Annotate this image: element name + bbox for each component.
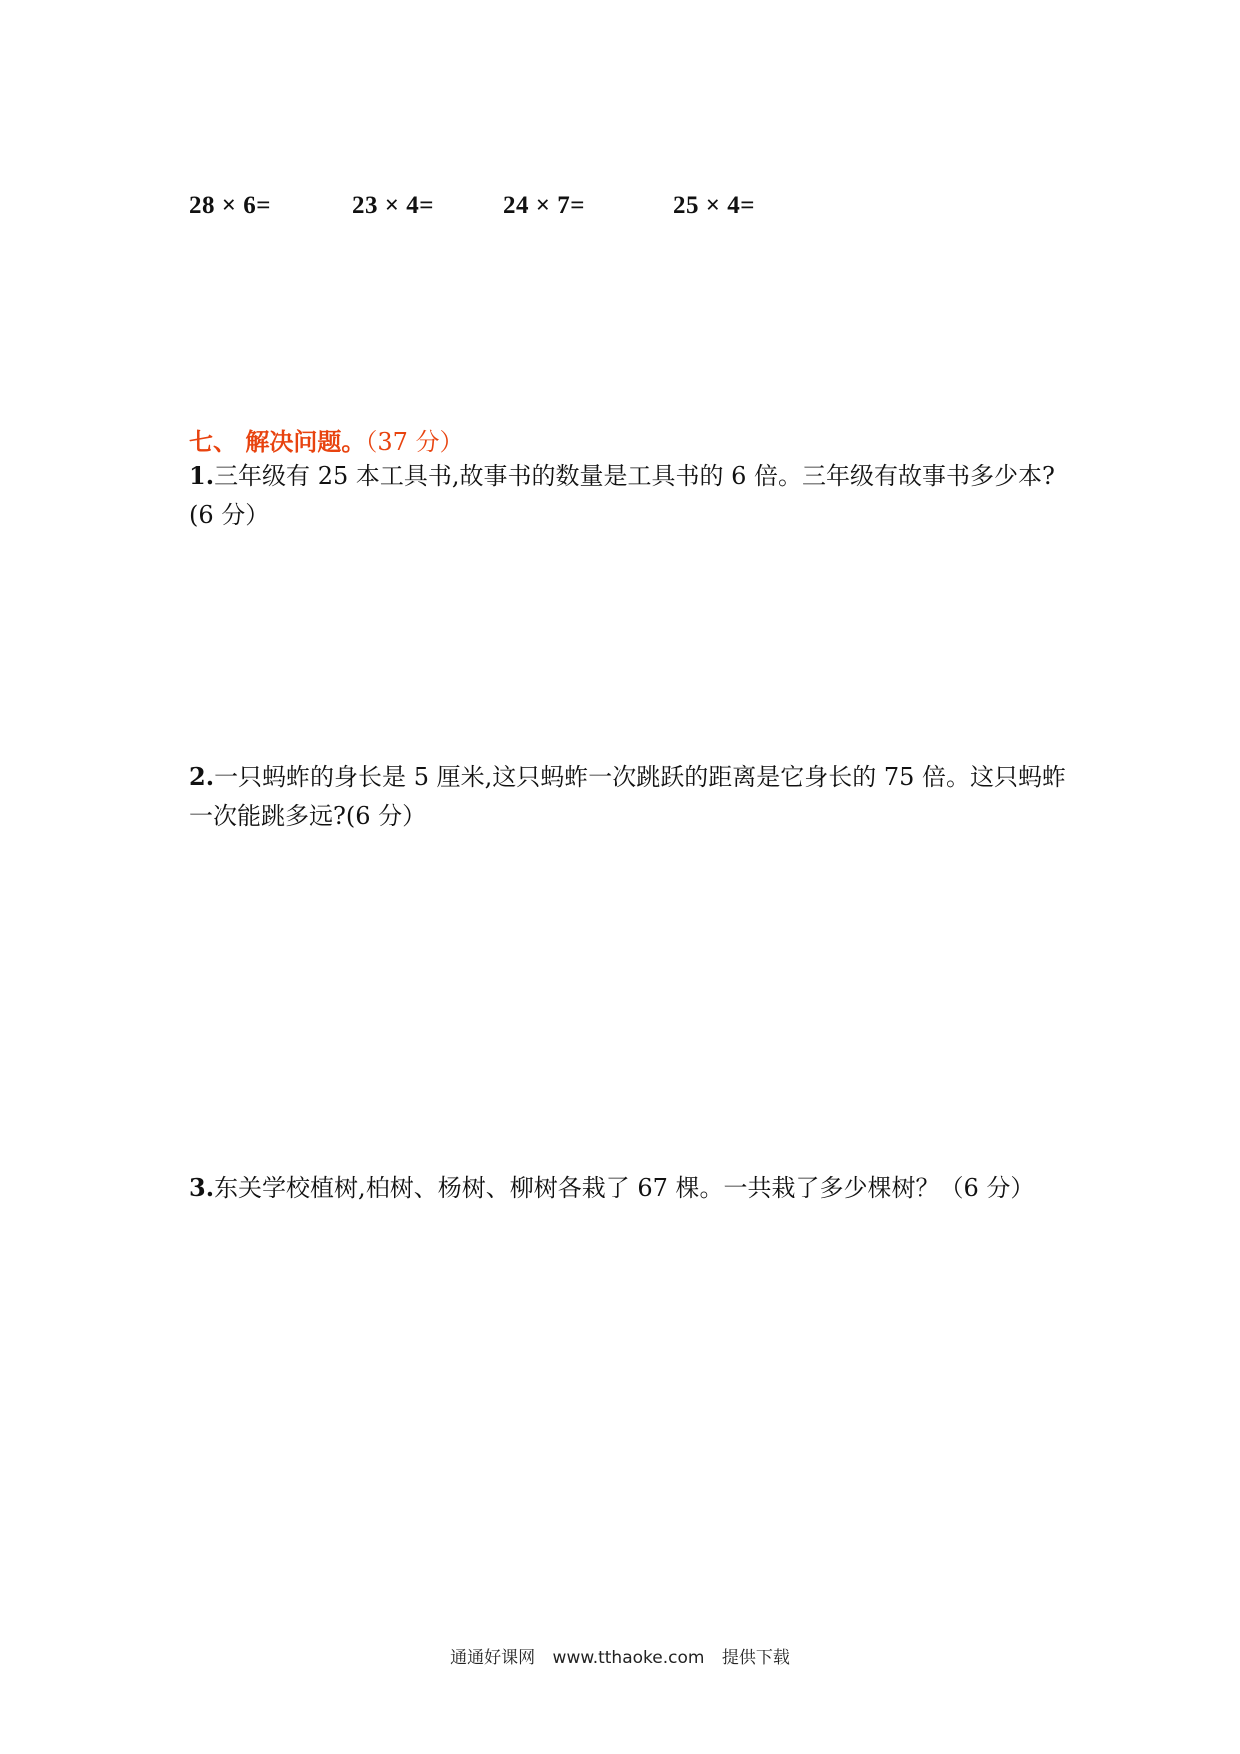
section-title [189,422,464,457]
calculation-item: 23 × 4= [352,192,434,219]
calculation-row [0,192,1240,232]
problem-number: 1. [189,461,215,490]
footer-url: www.tthaoke.com [552,1648,705,1668]
problem-2 [189,757,1069,836]
calculation-item: 28 × 6= [189,192,271,219]
problem-number: 2. [189,762,215,791]
problem-3 [189,1168,1069,1208]
section-score: （37 分） [365,428,464,456]
problem-1 [189,456,1069,535]
calculation-item: 24 × 7= [503,192,585,219]
problem-text: 东关学校植树,柏树、杨树、柳树各栽了 67 棵。一共栽了多少棵树？（6 分） [214,1174,1035,1202]
calculation-item: 25 × 4= [673,192,755,219]
footer-suffix: 提供下载 [721,1648,790,1668]
page-footer [0,1643,1240,1668]
section-label: 七、 解决问题。 [189,428,366,456]
problem-number: 3. [189,1173,215,1202]
footer-site-name: 通通好课网 [450,1648,536,1668]
problem-text: 一只蚂蚱的身长是 5 厘米,这只蚂蚱一次跳跃的距离是它身长的 75 倍。这只蚂蚱一次能跳多远?(6 分） [189,763,1067,830]
problem-text: 三年级有 25 本工具书,故事书的数量是工具书的 6 倍。三年级有故事书多少本?(6 分） [189,462,1055,529]
